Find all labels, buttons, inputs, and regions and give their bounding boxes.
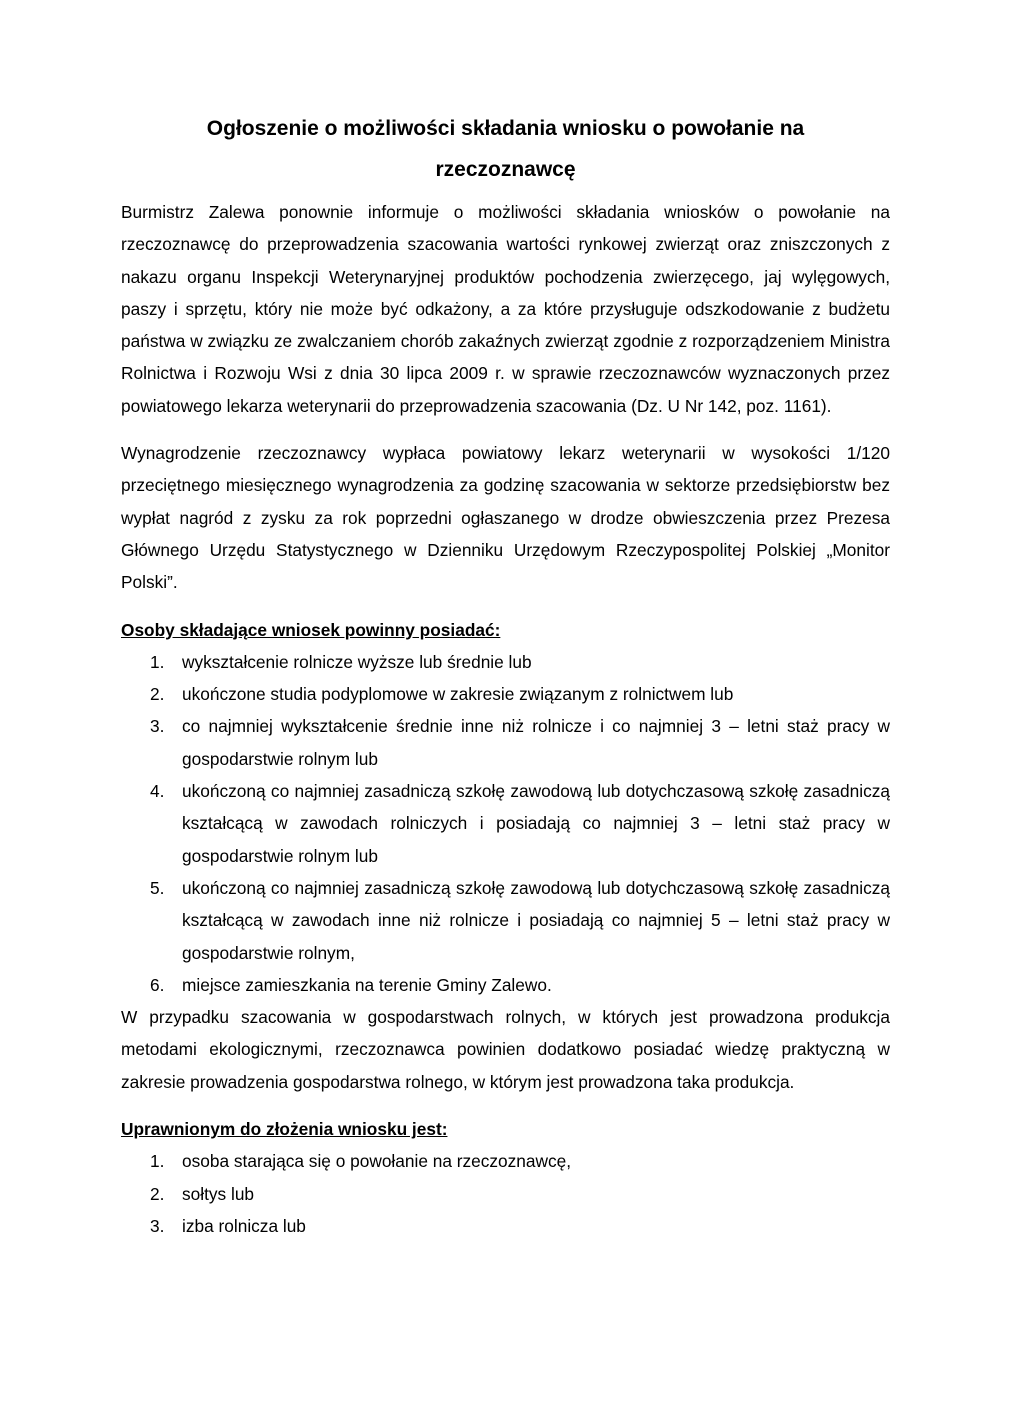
list-item-number: 4. <box>150 781 165 802</box>
list-item-text: ukończoną co najmniej zasadniczą szkołę zawodową lub dotychczasową szkołę zasadniczą kształcącą w zawodach inne niż rolnicze i posiadają co najmniej 5 – letni staż pracy w gospodarstwie rolnym, <box>182 877 890 963</box>
list-item <box>121 969 890 1001</box>
remuneration-paragraph: Wynagrodzenie rzeczoznawcy wypłaca powiatowy lekarz weterynarii w wysokości 1/120 przeciętnego miesięcznego wynagrodzenia za godzinę szacowania w sektorze przedsiębiorstw bez wypłat nagród z zysku za rok poprzedni ogłaszanego w drodze obwieszczenia przez Prezesa Głównego Urzędu Statystycznego w Dzienniku Urzędowym Rzeczypospolitej Polskiej „Monitor Polski”. <box>121 443 890 593</box>
document-page <box>121 108 890 1242</box>
document-title <box>121 108 890 190</box>
eligible-heading: Uprawnionym do złożenia wniosku jest: <box>121 1119 448 1140</box>
list-item <box>121 1145 890 1177</box>
list-item-number: 5. <box>150 877 165 898</box>
list-item <box>121 775 890 872</box>
requirements-heading: Osoby składające wniosek powinny posiadać: <box>121 619 501 640</box>
list-item-text: izba rolnicza lub <box>182 1215 306 1236</box>
list-item-number: 2. <box>150 684 165 705</box>
list-item-text: ukończone studia podyplomowe w zakresie związanym z rolnictwem lub <box>182 684 734 705</box>
list-item-number: 2. <box>150 1183 165 1204</box>
list-item-text: osoba starająca się o powołanie na rzeczoznawcę, <box>182 1151 572 1172</box>
requirements-list <box>121 646 890 1001</box>
list-item-text: ukończoną co najmniej zasadniczą szkołę zawodową lub dotychczasową szkołę zasadniczą kształcącą w zawodach rolniczych i posiadają co najmniej 3 – letni staż pracy w gospodarstwie rolnym lub <box>182 781 890 866</box>
list-item <box>121 1210 890 1242</box>
list-item-number: 6. <box>150 974 165 995</box>
list-item <box>121 1178 890 1210</box>
list-item-text: sołtys lub <box>182 1183 255 1204</box>
list-item-text: miejsce zamieszkania na terenie Gminy Zalewo. <box>182 974 552 995</box>
title-line-2: rzeczoznawcę <box>435 158 576 181</box>
list-item-number: 1. <box>150 651 165 672</box>
title-line-1: Ogłoszenie o możliwości składania wniosku o powołanie na <box>206 117 805 140</box>
list-item-text: co najmniej wykształcenie średnie inne niż rolnicze i co najmniej 3 – letni staż pracy w gospodarstwie rolnym lub <box>182 716 890 769</box>
list-item-text: wykształcenie rolnicze wyższe lub średnie lub <box>182 651 532 672</box>
list-item-number: 3. <box>150 1215 165 1236</box>
eligible-list <box>121 1145 890 1242</box>
list-item <box>121 710 890 775</box>
list-item-number: 3. <box>150 716 165 737</box>
ecological-paragraph: W przypadku szacowania w gospodarstwach rolnych, w których jest prowadzona produkcja metodami ekologicznymi, rzeczoznawca powinien dodatkowo posiadać wiedzę praktyczną w zakresie prowadzenia gospodarstwa rolnego, w którym jest prowadzona taka produkcja. <box>121 1007 890 1092</box>
list-item <box>121 678 890 710</box>
list-item <box>121 872 890 969</box>
list-item-number: 1. <box>150 1151 165 1172</box>
list-item <box>121 646 890 678</box>
intro-paragraph: Burmistrz Zalewa ponownie informuje o możliwości składania wniosków o powołanie na rzeczoznawcę do przeprowadzenia szacowania wartości rynkowej zwierząt oraz zniszczonych z nakazu organu Inspekcji Weterynaryjnej produktów pochodzenia zwierzęcego, jaj wylęgowych, paszy i sprzętu, który nie może być odkażony, a za które przysługuje odszkodowanie z budżetu państwa w związku ze zwalczaniem chorób zakaźnych zwierząt zgodnie z rozporządzeniem Ministra Rolnictwa i Rozwoju Wsi z dnia 30 lipca 2009 r. w sprawie rzeczoznawców wyznaczonych przez powiatowego lekarza weterynarii do przeprowadzenia szacowania (Dz. U Nr 142, poz. 1161). <box>121 202 890 416</box>
